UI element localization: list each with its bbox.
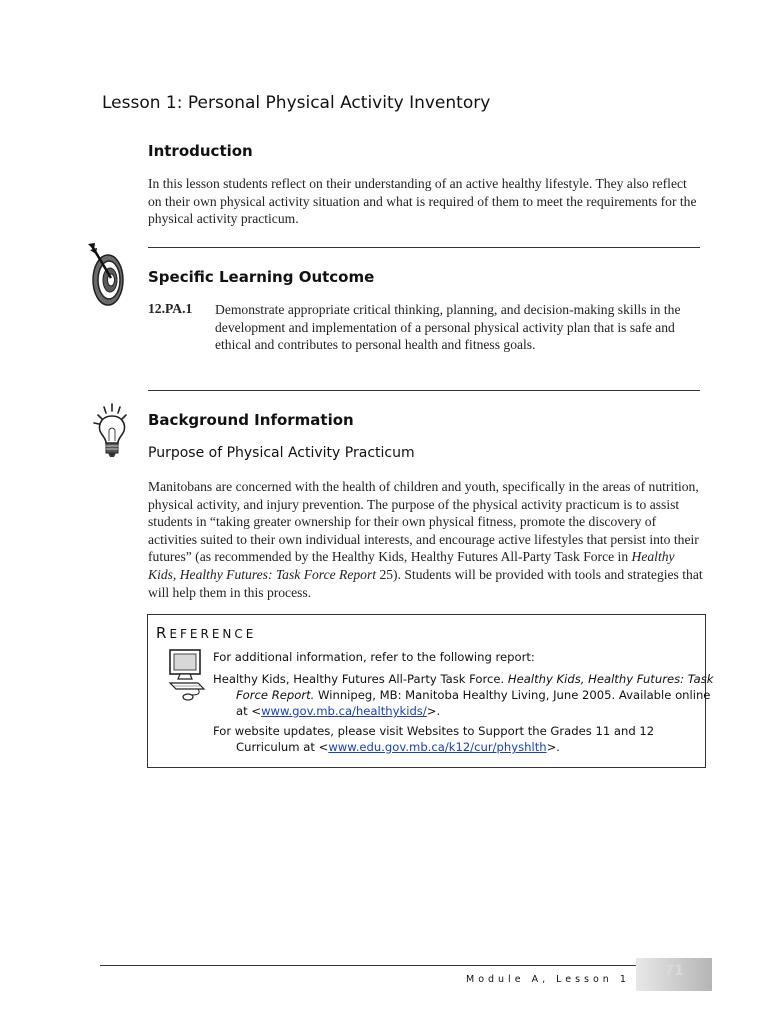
outcome-heading: Specific Learning Outcome: [148, 268, 375, 286]
reference-title-rest: EFERENCE: [169, 627, 257, 641]
lightbulb-icon: [92, 403, 132, 461]
computer-icon: [168, 647, 208, 703]
report-title: Healthy Kids, Healthy Futures: Task Force Report: [148, 549, 675, 582]
citation-end: >.: [426, 704, 441, 718]
divider: [148, 390, 700, 391]
updates-text: For website updates, please visit Websites to Support the Grades 11 and 12 Curriculum at <: [213, 724, 655, 754]
outcome-code: 12.PA.1: [148, 301, 193, 316]
introduction-heading: Introduction: [148, 142, 253, 160]
reference-updates: [213, 723, 716, 755]
physhlth-link[interactable]: www.edu.gov.mb.ca/k12/cur/physhlth: [328, 740, 547, 754]
background-text-part: 25). Students will be provided with tools and strategies that will help them in this process.: [148, 566, 703, 600]
footer-text: [466, 974, 646, 985]
page-number: 71: [664, 963, 684, 979]
reference-title-initial: R: [156, 624, 170, 642]
footer-rule: [100, 965, 640, 966]
target-arrow-icon: [86, 240, 134, 308]
background-heading: Background Information: [148, 411, 354, 429]
background-subheading: Purpose of Physical Activity Practicum: [148, 445, 415, 461]
introduction-text: In this lesson students reflect on their understanding of an active healthy lifestyle. They also reflect on their own physical activity situation and what is required of them to meet the requirements for the physical activity practicum.: [148, 176, 697, 227]
background-text: [148, 478, 704, 601]
footer-module-lesson: Module A, Lesson 1: [466, 974, 630, 985]
reference-box: [147, 614, 714, 768]
divider: [148, 247, 700, 248]
reference-title: [156, 624, 256, 642]
citation-title: Healthy Kids, Healthy Futures: Task Force Report.: [236, 672, 714, 702]
reference-intro: For additional information, refer to the following report:: [213, 650, 535, 664]
background-text-part: Manitobans are concerned with the health of children and youth, specifically in the areas of nutrition, physical activity, and injury prevention. The purpose of the physical activity practicum is to assist students in “taking greater ownership for their own physical fitness, promote the discovery of activities suited to their own individual interests, and encourage active lifestyles that persist into their futures” (as recommended by the Healthy Kids, Healthy Futures All-Party Task Force in: [148, 479, 699, 565]
outcome-text: Demonstrate appropriate critical thinking, planning, and decision-making skills in the development and implementation of a personal physical activity plan that is safe and ethical and contributes to personal health and fitness goals.: [215, 302, 681, 353]
citation-text: Winnipeg, MB: Manitoba Healthy Living, June 2005. Available online at <: [236, 688, 711, 718]
citation-author: Healthy Kids, Healthy Futures All-Party Task Force.: [213, 672, 508, 686]
lesson-title: Lesson 1: Personal Physical Activity Inventory: [102, 93, 491, 113]
reference-citation: [213, 671, 716, 719]
updates-end: >.: [546, 740, 560, 754]
healthykids-link[interactable]: www.gov.mb.ca/healthykids/: [261, 704, 427, 718]
